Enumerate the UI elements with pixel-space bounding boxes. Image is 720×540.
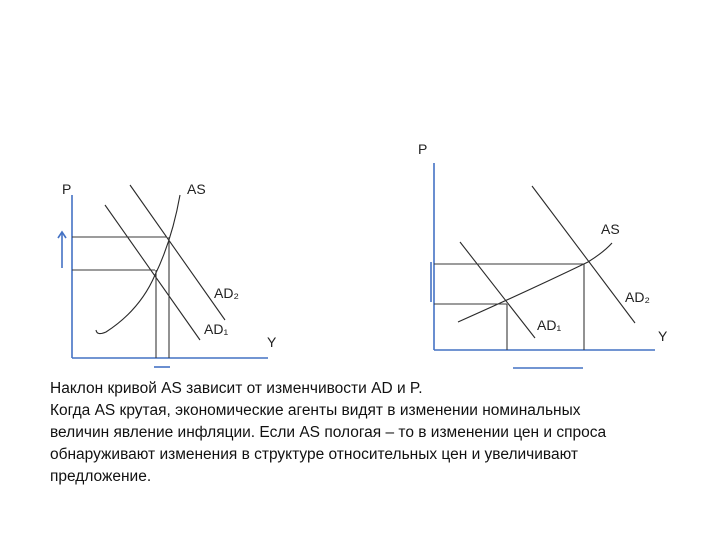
right-as-label: AS (601, 221, 620, 237)
left-graph (58, 181, 277, 367)
right-ad1-label: AD₁ (537, 317, 562, 333)
caption-text (50, 378, 690, 488)
left-ad1-label: AD₁ (204, 321, 229, 337)
left-ad1-curve (105, 205, 200, 340)
right-y-label: Y (658, 328, 668, 344)
right-p-label: P (418, 141, 428, 157)
right-as-curve (458, 243, 612, 322)
caption-line: Когда AS крутая, экономические агенты видят в изменении номинальных (50, 402, 581, 419)
caption-line: предложение. (50, 468, 152, 485)
caption-line: величин явление инфляции. Если AS пологая – то в изменении цен и спроса (50, 424, 607, 441)
left-p-label: P (62, 181, 72, 197)
left-ad2-label: AD₂ (214, 285, 239, 301)
left-as-curve (96, 195, 180, 334)
right-graph (418, 141, 668, 368)
right-ad2-label: AD₂ (625, 289, 650, 305)
caption-line: Наклон кривой AS зависит от изменчивости AD и P. (50, 380, 423, 397)
left-as-label: AS (187, 181, 206, 197)
left-y-label: Y (267, 334, 277, 350)
caption-line: обнаруживают изменения в структуре относительных цен и увеличивают (50, 446, 578, 463)
right-ad1-curve (460, 242, 535, 338)
